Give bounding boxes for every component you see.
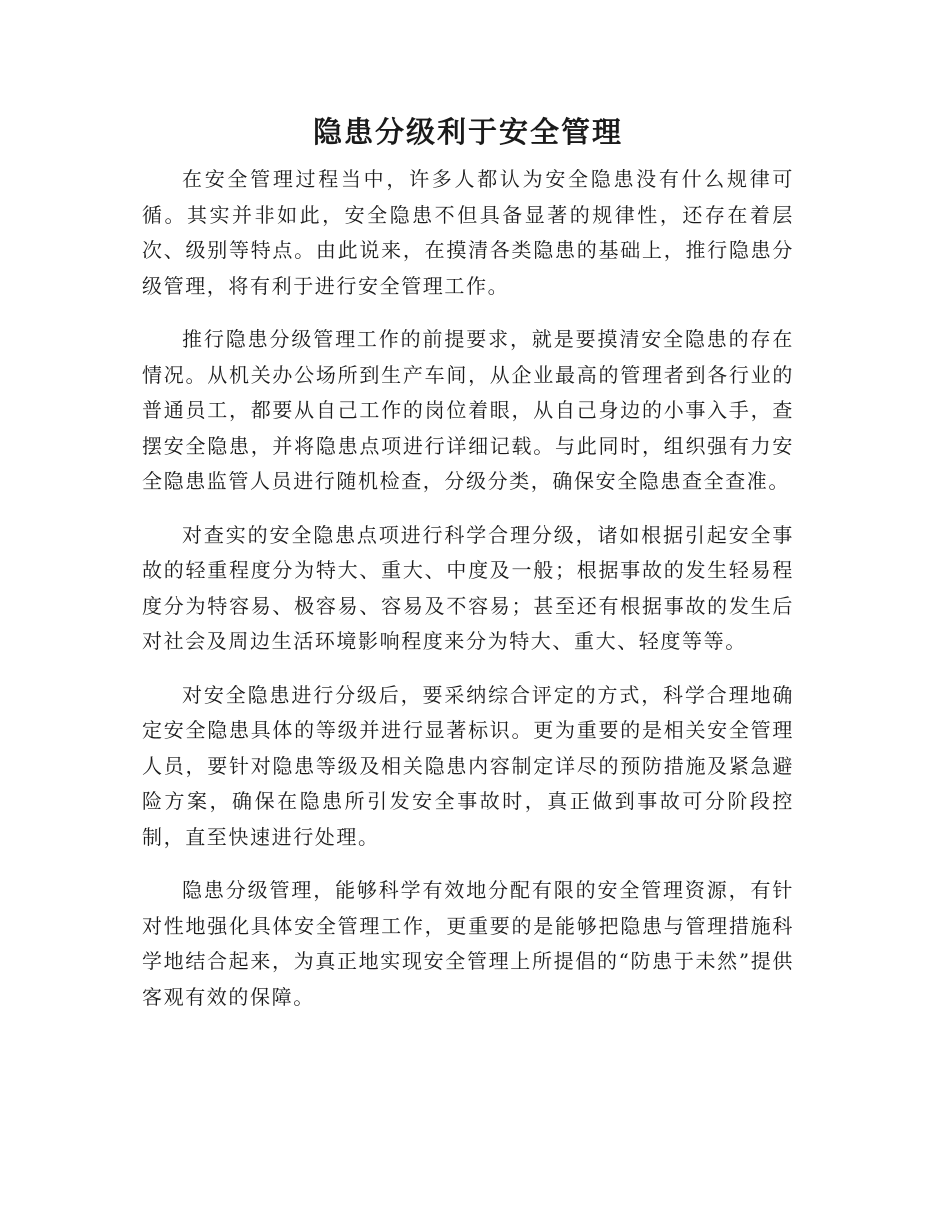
paragraph-4: 对安全隐患进行分级后，要采纳综合评定的方式，科学合理地确定安全隐患具体的等级并进行显著标识。更为重要的是相关安全管理人员，要针对隐患等级及相关隐患内容制定详尽的预防措施及紧急避险方案，确保在隐患所引发安全事故时，真正做到事故可分阶段控制，直至快速进行处理。 [142,682,794,849]
paragraph-5: 隐患分级管理，能够科学有效地分配有限的安全管理资源，有针对性地强化具体安全管理工作，更重要的是能够把隐患与管理措施科学地结合起来，为真正地实现安全管理上所提倡的“防患于未然”提供客观有效的保障。 [142,878,794,1009]
paragraph-2: 推行隐患分级管理工作的前提要求，就是要摸清安全隐患的存在情况。从机关办公场所到生产车间，从企业最高的管理者到各行业的普通员工，都要从自己工作的岗位着眼，从自己身边的小事入手，查摆安全隐患，并将隐患点项进行详细记载。与此同时，组织强有力安全隐患监管人员进行随机检查，分级分类，确保安全隐患查全查准。 [142,327,794,493]
document-title: 隐患分级利于安全管理 [312,115,623,149]
paragraph-1: 在安全管理过程当中，许多人都认为安全隐患没有什么规律可循。其实并非如此，安全隐患不但具备显著的规律性，还存在着层次、级别等特点。由此说来，在摸清各类隐患的基础上，推行隐患分级管理，将有利于进行安全管理工作。 [142,167,794,298]
document-page [142,112,794,1033]
paragraph-3: 对查实的安全隐患点项进行科学合理分级，诸如根据引起安全事故的轻重程度分为特大、重大、中度及一般；根据事故的发生轻易程度分为特容易、极容易、容易及不容易；甚至还有根据事故的发生后对社会及周边生活环境影响程度来分为特大、重大、轻度等等。 [142,522,794,653]
